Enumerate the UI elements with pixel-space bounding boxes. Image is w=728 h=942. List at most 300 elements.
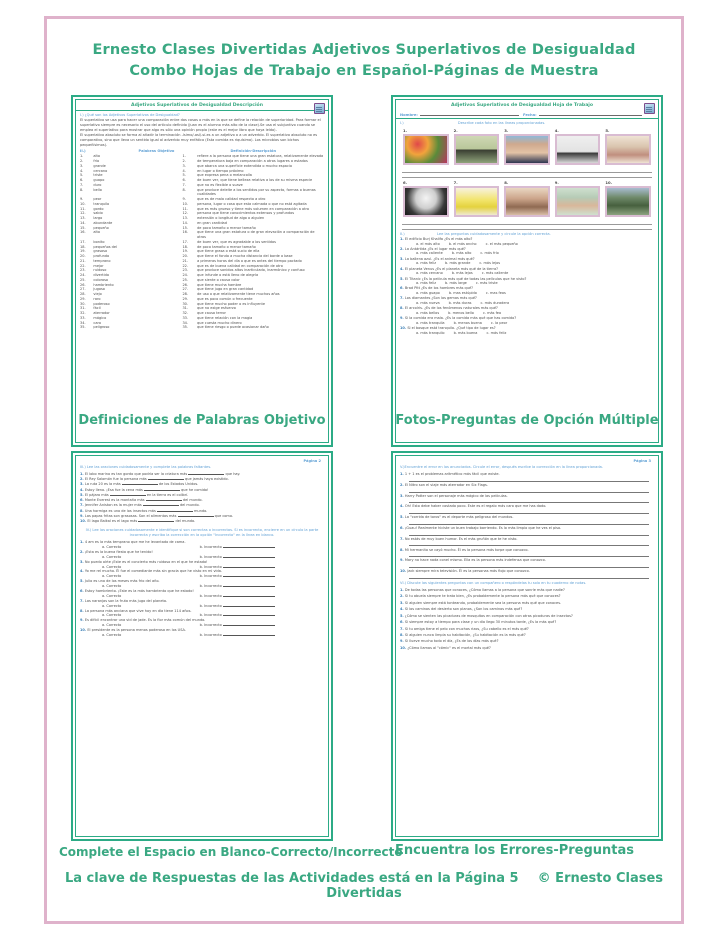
target-word: largo bbox=[93, 216, 103, 221]
word-index: 5. bbox=[80, 173, 84, 178]
definition-index: 27. bbox=[182, 287, 189, 292]
definition-text: que tiene el fondo a mucha distancia del borde o base bbox=[197, 254, 293, 259]
definition-index: 35. bbox=[182, 325, 189, 330]
definition-index: 34. bbox=[182, 320, 189, 325]
worksheet-page-1-photos[interactable] bbox=[391, 95, 663, 447]
mc-option[interactable]: a. más cercano bbox=[416, 271, 443, 276]
correct-incorrect-item bbox=[80, 589, 324, 599]
correction-blank[interactable] bbox=[223, 576, 275, 577]
discussion-question-item bbox=[400, 633, 654, 638]
option-correct[interactable]: a. Correcto bbox=[102, 613, 122, 618]
target-word: guapo bbox=[93, 178, 105, 183]
sentence-prefix: Una hormiga es uno de los insectos más bbox=[84, 508, 156, 513]
word-index: 1. bbox=[80, 154, 84, 159]
option-incorrect[interactable]: b. Incorrecto bbox=[200, 584, 324, 589]
worksheet-page-3-find-errors[interactable] bbox=[391, 451, 663, 841]
definition-text: que produce sonidos altos inarticulado, inarmónico y confuso bbox=[197, 268, 305, 273]
option-correct[interactable]: a. Correcto bbox=[102, 574, 122, 579]
definition-index: 3. bbox=[182, 163, 186, 168]
correct-incorrect-item bbox=[80, 609, 324, 619]
definition-index: 2. bbox=[182, 159, 186, 164]
item-number: 9. bbox=[80, 618, 84, 623]
word-index: 3. bbox=[80, 163, 84, 168]
correction-line[interactable] bbox=[409, 499, 649, 503]
item-number: 9. bbox=[80, 514, 84, 519]
word-index: 13. bbox=[80, 216, 86, 221]
section-5-heading: V.)Encuentre el error en los anunciados. Circule el error, después escribe la corrección en la línea proporcionada. bbox=[400, 465, 603, 469]
answer-blank[interactable] bbox=[148, 479, 184, 480]
correct-incorrect-item bbox=[80, 540, 324, 550]
option-row[interactable] bbox=[400, 281, 654, 286]
definition-text: de temperatura baja en comparación a otros lugares o estados bbox=[197, 159, 308, 164]
target-word: abundante bbox=[93, 220, 113, 225]
word-index: 24. bbox=[80, 273, 86, 278]
definition-text: que infunde o está lleno de alegría bbox=[197, 273, 259, 278]
word-index: 20. bbox=[80, 254, 86, 259]
page-number-label: Página 3 bbox=[633, 459, 651, 463]
question-stem: La ballena azul. ¿Es el animal más qué? bbox=[404, 256, 475, 261]
item-number: 5. bbox=[400, 515, 404, 520]
target-word: gordo bbox=[93, 206, 104, 211]
sentence-text: 1 + 1 es el problemas aritmético más fácil que existe. bbox=[404, 472, 500, 477]
option-row[interactable] bbox=[400, 321, 654, 326]
mc-option[interactable]: b. menos buena bbox=[453, 321, 482, 325]
sentence-suffix: que he comido! bbox=[181, 487, 209, 492]
option-correct[interactable]: a. Correcto bbox=[102, 584, 122, 589]
item-number: 4. bbox=[400, 504, 404, 509]
boy-photo bbox=[555, 186, 601, 217]
definition-index: 21. bbox=[182, 258, 189, 263]
option-row[interactable] bbox=[400, 291, 654, 296]
mc-option[interactable]: b. mas estúpido bbox=[448, 291, 477, 296]
option-row[interactable] bbox=[400, 301, 654, 306]
mc-option[interactable]: c. más feo bbox=[482, 311, 502, 316]
date-input-line[interactable] bbox=[539, 111, 642, 116]
correction-blank[interactable] bbox=[223, 567, 275, 568]
item-number: 8. bbox=[400, 633, 404, 638]
question-text: ¿Cómo llamas al "cómic" es el mortal más qué? bbox=[407, 645, 491, 650]
target-word: cercano bbox=[93, 168, 108, 173]
option-incorrect[interactable]: b. Incorrecto bbox=[200, 613, 324, 618]
answer-blank[interactable] bbox=[122, 484, 158, 485]
correction-blank[interactable] bbox=[223, 635, 275, 636]
definition-text: que tiene relación con la magia bbox=[197, 315, 253, 320]
item-number: 6. bbox=[80, 498, 84, 503]
worksheet-4-inner-border bbox=[395, 455, 659, 837]
sentence-text: La persona más anciana que vive hoy en día tiene 114 años. bbox=[84, 608, 192, 613]
error-correction-list bbox=[400, 472, 654, 579]
correction-blank[interactable] bbox=[223, 615, 275, 616]
page-title-line1: Ernesto Clases Divertidas Adjetivos Superlativos de Desigualdad bbox=[92, 42, 636, 58]
lemons-photo bbox=[454, 186, 500, 217]
sentence-prefix: La ruta 20 es la más bbox=[84, 482, 121, 487]
question-number: 2. bbox=[400, 246, 404, 251]
definition-index: 16. bbox=[182, 230, 189, 235]
strongman-photo bbox=[504, 134, 550, 165]
correction-blank[interactable] bbox=[223, 557, 275, 558]
word-list-row bbox=[80, 325, 324, 330]
photo-cell bbox=[504, 128, 550, 165]
definition-index: 28. bbox=[182, 292, 189, 297]
word-index: 29. bbox=[80, 296, 86, 301]
mc-option[interactable]: a. más caliente bbox=[416, 251, 443, 256]
name-input-line[interactable] bbox=[420, 111, 519, 116]
definition-index: 10. bbox=[182, 201, 189, 206]
caption-right-middle: Fotos-Preguntas de Opción Múltiple bbox=[395, 413, 659, 428]
item-number: 1. bbox=[80, 540, 84, 545]
worksheet-page-1-description[interactable] bbox=[71, 95, 333, 447]
option-row[interactable] bbox=[400, 271, 654, 276]
mc-option[interactable]: c. mas feos bbox=[485, 291, 506, 296]
sentence-text: Harry Potter son el personaje más mágico de las películas. bbox=[404, 493, 508, 498]
correct-incorrect-item bbox=[80, 599, 324, 609]
definition-index: 23. bbox=[182, 268, 189, 273]
word-index: 21. bbox=[80, 258, 86, 263]
word-index: 8. bbox=[80, 187, 84, 192]
question-stem: Si la comida era mala. ¿Es la comida más qué que has comido? bbox=[404, 316, 517, 321]
definition-text: que abarca una superficie extendida o mucho espacio bbox=[197, 163, 292, 168]
question-stem: El Titanic ¿Es la película más qué de todas las películas que he visto? bbox=[404, 276, 527, 281]
target-word: tranquilo bbox=[93, 201, 110, 206]
photo-number: 5. bbox=[605, 128, 610, 134]
correction-blank[interactable] bbox=[223, 547, 275, 548]
target-word: aterrador bbox=[93, 311, 110, 316]
discussion-question-item bbox=[400, 639, 654, 644]
target-word: peor bbox=[93, 197, 102, 202]
definition-text: en gran cantidad bbox=[197, 220, 227, 225]
mc-option[interactable]: c. más lejos bbox=[479, 261, 501, 266]
question-text: Si tu amiga tiene el pelo con muchos rizos, ¿Su cabello es el más qué? bbox=[404, 626, 529, 631]
definition-index: 7. bbox=[182, 182, 186, 187]
word-index: 12. bbox=[80, 211, 86, 216]
correction-line[interactable] bbox=[409, 488, 649, 492]
caption-left-bottom: Complete el Espacio en Blanco-Correcto/Incorrecto bbox=[59, 845, 403, 859]
sentence-text: El presidente es la persona menos poderosa en los USA. bbox=[87, 628, 186, 633]
mc-option[interactable]: b. más duras bbox=[448, 301, 472, 306]
sentence-text: ¡Esta es la buena fiesta que he tenido! bbox=[84, 549, 153, 554]
multiple-choice-question bbox=[400, 286, 654, 295]
photo-number: 8. bbox=[504, 179, 509, 185]
mc-option[interactable]: c. más frío bbox=[480, 251, 499, 256]
section-1-heading: I.) ¿Qué son los Adjetivos Superlativos de Desigualdad? bbox=[80, 112, 180, 117]
answer-blank[interactable] bbox=[157, 511, 193, 512]
item-number: 6. bbox=[400, 620, 404, 625]
option-correct[interactable]: a. Correcto bbox=[102, 564, 122, 569]
correction-line[interactable] bbox=[409, 564, 649, 568]
error-correction-item bbox=[400, 526, 654, 536]
section-2-heading: II.) bbox=[400, 231, 405, 236]
word-index: 22. bbox=[80, 263, 86, 268]
answer-blank[interactable] bbox=[138, 521, 174, 522]
mc-option[interactable]: b. el más ancho bbox=[448, 241, 477, 246]
item-number: 3. bbox=[80, 559, 84, 564]
sentence-text: Oh! Esto debe haber costado poco. Este es el regalo más caro que me has dado. bbox=[404, 504, 547, 509]
correction-line[interactable] bbox=[409, 574, 649, 578]
mc-option[interactable]: c. más caliente bbox=[481, 271, 509, 276]
target-word: pequeño bbox=[93, 225, 109, 230]
photo-number: 2. bbox=[453, 128, 458, 134]
definition-index: 24. bbox=[182, 273, 189, 278]
elephant-room-photo bbox=[555, 134, 601, 165]
question-text: De todas las personas que conoces, ¿Cómo llamas a la persona que sonríe más que nadie? bbox=[404, 588, 565, 593]
correct-incorrect-item bbox=[80, 569, 324, 579]
answer-blank[interactable] bbox=[178, 516, 214, 517]
correction-line[interactable] bbox=[409, 542, 649, 546]
definition-index: 32. bbox=[182, 311, 189, 316]
worksheet-page-2-fill-blank[interactable] bbox=[71, 451, 333, 841]
sentence-prefix: Las papas fritas son grasosas. Son el alimentos más bbox=[84, 514, 177, 519]
target-word: grande bbox=[93, 163, 106, 168]
sentence-prefix: El Rey Salomón fue la persona más bbox=[84, 476, 147, 481]
photo-section-instruction bbox=[400, 121, 654, 126]
discussion-question-item bbox=[400, 607, 654, 612]
discussion-question-list bbox=[400, 588, 654, 651]
page-number-label: Página 2 bbox=[303, 459, 321, 463]
correction-line[interactable] bbox=[409, 510, 649, 514]
sentence-text: ¡Guau! Realmente hiciste un buen trabajo barriendo. Es lo más limpio que he ves el piso. bbox=[404, 526, 562, 531]
multiple-choice-question bbox=[400, 296, 654, 305]
word-definition-list bbox=[80, 154, 324, 330]
item-number: 6. bbox=[80, 589, 84, 594]
intro-paragraph-2: El superlativo absoluto se forma al añadir la terminación -ísimo/-así/-sí-es a un adjetivo o a un adverbio. El superlativo absoluto no es comparativo, sino que lleva un sentido igual al adverbio muy enfático (Esta comida es riquísima). Los microbios son bichos pequeñísimos). bbox=[80, 133, 318, 147]
answer-blank[interactable] bbox=[144, 490, 180, 491]
correction-line[interactable] bbox=[409, 553, 649, 557]
correct-incorrect-item bbox=[80, 550, 324, 560]
question-stem: El arcoíris. ¿Es de los fenómenos naturales más qué? bbox=[404, 306, 498, 311]
answer-blank[interactable] bbox=[143, 505, 179, 506]
photo-cell bbox=[403, 180, 449, 217]
mc-option[interactable]: a. más tranquilo bbox=[416, 330, 445, 335]
target-word: duro bbox=[93, 182, 102, 187]
definition-index: 15. bbox=[182, 225, 189, 230]
name-date-row bbox=[396, 110, 658, 119]
error-correction-item bbox=[400, 537, 654, 547]
mc-option[interactable]: b. más lejos bbox=[451, 271, 473, 276]
item-number: 1. bbox=[400, 472, 404, 477]
option-correct[interactable]: a. Correcto bbox=[102, 623, 122, 628]
photo-number: 6. bbox=[403, 179, 408, 185]
error-correction-item bbox=[400, 504, 654, 514]
option-incorrect[interactable]: b. Incorrecto bbox=[200, 574, 324, 579]
definition-text: que no exige esfuerzo bbox=[197, 306, 236, 311]
mc-option[interactable]: c. la peor bbox=[490, 321, 508, 325]
definition-text: que produce deleite a los sentidos por su aspecto, formas o buenas cualidades bbox=[197, 187, 316, 197]
mc-option[interactable]: c. el más pequeño bbox=[485, 241, 518, 246]
mc-option[interactable]: a. más feliz bbox=[416, 281, 437, 286]
question-stem: El planeta Venus ¿Es el planeta más qué de la tierra? bbox=[404, 266, 498, 271]
mc-option[interactable]: a. más feliz bbox=[416, 261, 437, 266]
target-word: coloroso bbox=[93, 277, 109, 282]
target-word: frío bbox=[93, 159, 100, 164]
einstein-photo bbox=[403, 186, 449, 217]
word-index: 34. bbox=[80, 320, 86, 325]
definition-index: 11. bbox=[182, 206, 189, 211]
definition-text: que es poco común o frecuente bbox=[197, 296, 253, 301]
mc-option[interactable]: b. menos bello bbox=[448, 311, 474, 316]
question-number: 6. bbox=[400, 286, 404, 291]
definition-text: de buen ver, que es agradable a los sentidos bbox=[197, 239, 276, 244]
multiple-choice-list bbox=[400, 237, 654, 336]
sentence-text: No estás de muy buen humor. Es el más gruñón que te he visto. bbox=[404, 536, 518, 541]
item-number: 8. bbox=[400, 547, 404, 552]
photo-row bbox=[400, 180, 654, 217]
sentence-prefix: Jennifer Aniston es la mujer más bbox=[84, 503, 142, 508]
question-text: Si alguien nunca limpia su habitación, ¿Su habitación es la más qué? bbox=[404, 633, 526, 638]
correct-incorrect-item bbox=[80, 579, 324, 589]
correction-line[interactable] bbox=[409, 531, 649, 535]
road-photo bbox=[605, 186, 651, 217]
question-text: Si alguien siempre está tonteando, probablemente sea la persona más qué que conoces. bbox=[404, 600, 562, 605]
sentence-prefix: El lobo marino es tan gordo que podría ser la criatura más bbox=[84, 471, 188, 476]
word-index: 23. bbox=[80, 268, 86, 273]
definition-index: 5. bbox=[182, 173, 186, 178]
discussion-question-item bbox=[400, 620, 654, 625]
correction-blank[interactable] bbox=[223, 625, 275, 626]
definition-text: que tiene mucha hambre bbox=[197, 282, 242, 287]
question-number: 4. bbox=[400, 266, 404, 271]
option-incorrect[interactable]: b. Incorrecto bbox=[200, 555, 324, 560]
correct-incorrect-item bbox=[80, 560, 324, 570]
error-correction-item bbox=[400, 483, 654, 493]
target-word: bonito bbox=[93, 239, 105, 244]
target-word: peligroso bbox=[93, 325, 110, 330]
target-word: mejor bbox=[93, 263, 104, 268]
target-word: triste bbox=[93, 173, 103, 178]
crowd-photo bbox=[605, 134, 651, 165]
discussion-question-item bbox=[400, 588, 654, 593]
sentence-text: Estoy hambriento. ¡Este es la más hambriento que he estado! bbox=[84, 589, 194, 594]
correction-blank[interactable] bbox=[223, 586, 275, 587]
correct-incorrect-item bbox=[80, 618, 324, 628]
option-row[interactable] bbox=[400, 331, 654, 336]
definition-index: 17. bbox=[182, 239, 189, 244]
word-index: 16. bbox=[80, 230, 86, 235]
definition-text: de poco tamaño o menor tamaño bbox=[197, 225, 256, 230]
definition-text: de buen ver, que tiene belleza relativa a los de su misma especie bbox=[197, 178, 313, 183]
option-row[interactable] bbox=[400, 251, 654, 256]
photo-answer-line[interactable] bbox=[402, 173, 652, 178]
worksheet-1-inner-border bbox=[75, 99, 329, 443]
word-index: 27. bbox=[80, 287, 86, 292]
definition-index: 20. bbox=[182, 254, 189, 259]
mc-option[interactable]: c. más duradera bbox=[480, 301, 510, 306]
target-word: jugoso bbox=[93, 287, 105, 292]
target-word: poderoso bbox=[93, 301, 110, 306]
option-row[interactable] bbox=[400, 311, 654, 316]
definition-text: de uso o que relativamente tiene muchos años bbox=[197, 292, 280, 297]
mc-option[interactable]: b. más alto bbox=[451, 251, 472, 256]
word-index: 28. bbox=[80, 292, 86, 297]
sentence-suffix: del mundo. bbox=[175, 519, 196, 524]
word-list-row bbox=[80, 188, 324, 198]
photo-cell bbox=[605, 180, 651, 217]
caption-right-bottom: Encuentra los Errores-Preguntas bbox=[395, 843, 635, 858]
error-correction-item bbox=[400, 515, 654, 525]
option-correct[interactable]: a. Correcto bbox=[102, 593, 122, 598]
worksheet-2-inner-border bbox=[395, 99, 659, 443]
word-index: 11. bbox=[80, 206, 86, 211]
mc-option[interactable]: c. más feliz bbox=[486, 330, 507, 335]
option-incorrect[interactable]: b. Incorrecto bbox=[200, 633, 324, 638]
sentence-suffix: en la tierra es el colibrí. bbox=[146, 492, 189, 497]
multiple-choice-question bbox=[400, 257, 654, 266]
option-incorrect[interactable]: b. Incorrecto bbox=[200, 545, 324, 550]
sentence-text: Mi hermanito se cayó mucho. Él es la persona más torpe que conozco. bbox=[404, 547, 529, 552]
sentence-prefix: El lago Baikal es el lago más bbox=[87, 519, 138, 524]
photo-answer-line[interactable] bbox=[402, 225, 652, 230]
answer-blank[interactable] bbox=[110, 495, 146, 496]
mc-option[interactable]: a. más guapo bbox=[416, 291, 440, 296]
item-number: 3. bbox=[80, 482, 84, 487]
photo-number: 1. bbox=[403, 128, 408, 134]
definition-index: 8. bbox=[182, 187, 186, 192]
definition-index: 33. bbox=[182, 315, 189, 320]
sentence-text: El Nitro son el viaje más aterrador en Six Flags. bbox=[404, 482, 488, 487]
target-word: fácil bbox=[93, 306, 101, 311]
mc-option[interactable]: b. más large bbox=[445, 281, 467, 286]
item-number: 7. bbox=[400, 626, 404, 631]
mc-option[interactable]: a. más bellos bbox=[416, 311, 440, 316]
option-incorrect[interactable]: b. Incorrecto bbox=[200, 565, 324, 570]
answer-blank[interactable] bbox=[188, 474, 224, 475]
item-number: 1. bbox=[400, 588, 404, 593]
discussion-question-item bbox=[400, 614, 654, 619]
item-number: 2. bbox=[400, 594, 404, 599]
option-incorrect[interactable]: b. Incorrecto bbox=[200, 604, 324, 609]
definition-text: que es de buena calidad en comparación de otro bbox=[197, 263, 283, 268]
discussion-question-item bbox=[400, 646, 654, 651]
correct-incorrect-list bbox=[80, 540, 324, 638]
question-stem: Brad Pitt ¿Es de los hombres más qué? bbox=[404, 286, 473, 291]
question-stem: Los diamantes ¿Son los gemas más qué? bbox=[404, 296, 477, 301]
error-correction-item bbox=[400, 558, 654, 568]
definition-text: extensión o longitud de algo o alguien bbox=[197, 216, 265, 221]
target-word: temprano bbox=[93, 258, 111, 263]
mc-option[interactable]: a. más nueva bbox=[416, 301, 440, 306]
mc-option[interactable]: c. más triste bbox=[475, 281, 498, 286]
question-text: Si siempre estoy a tiempo para clase y un día llego 30 minutos tarde, ¿Es la más qué? bbox=[404, 620, 557, 625]
correction-blank[interactable] bbox=[223, 606, 275, 607]
word-index: 2. bbox=[80, 159, 84, 164]
item-number: 10. bbox=[400, 569, 407, 574]
answer-blank[interactable] bbox=[146, 500, 182, 501]
option-correct[interactable]: a. Correcto bbox=[102, 633, 122, 638]
item-number: 1. bbox=[80, 471, 84, 476]
footer-row bbox=[47, 871, 681, 901]
option-incorrect[interactable]: b. Incorrecto bbox=[200, 623, 324, 628]
sentence-suffix: mundo. bbox=[194, 508, 208, 513]
photo-number: 3. bbox=[504, 128, 509, 134]
option-incorrect[interactable]: b. Incorrecto bbox=[200, 594, 324, 599]
option-row[interactable] bbox=[400, 261, 654, 266]
option-correct[interactable]: a. Correcto bbox=[102, 554, 122, 559]
option-correct[interactable]: a. Correcto bbox=[102, 603, 122, 608]
correction-line[interactable] bbox=[409, 521, 649, 525]
mc-option[interactable]: b. más buena bbox=[453, 330, 478, 335]
option-row[interactable] bbox=[400, 242, 654, 247]
mc-option[interactable]: a. más tranquila bbox=[416, 321, 445, 325]
mc-option[interactable]: b. más grande bbox=[445, 261, 471, 266]
word-index: 35. bbox=[80, 325, 86, 330]
target-word: raro bbox=[93, 296, 101, 301]
option-correct[interactable]: a. Correcto bbox=[102, 545, 122, 550]
definition-text: persona, lugar o cosa que esta calmada o que no está agitada bbox=[197, 201, 307, 206]
target-word: alto bbox=[93, 154, 101, 159]
definition-text: que tiene grasa o está sucio de ella bbox=[197, 249, 260, 254]
correction-blank[interactable] bbox=[223, 596, 275, 597]
correction-line[interactable] bbox=[409, 477, 649, 481]
mc-option[interactable]: a. el más alto bbox=[416, 241, 440, 246]
